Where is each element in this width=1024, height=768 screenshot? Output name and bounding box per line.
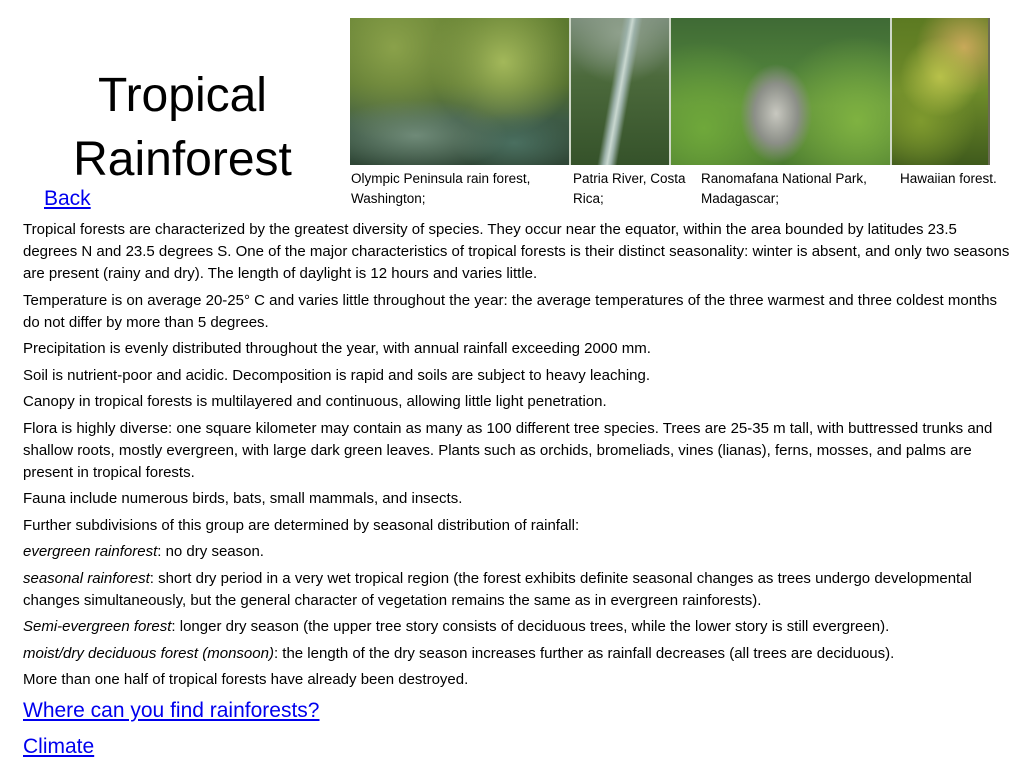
subtype-description: : short dry period in a very wet tropical region (the forest exhibits definite seasonal changes as trees undergo developmental changes simultaneously, but the general character of vegetation remains the same as in evergreen rainforests).: [23, 569, 972, 609]
paragraph-intro: Tropical forests are characterized by the greatest diversity of species. They occur near the equator, within the area bounded by latitudes 23.5 degrees N and 23.5 degrees S. One of the major characteristics of tropical forests is their distinct seasonality: winter is absent, and only two seasons are present (rainy and dry). The length of daylight is 12 hours and varies little.: [23, 221, 1010, 282]
back-link[interactable]: Back: [44, 187, 91, 210]
photo-strip: [350, 18, 990, 165]
paragraph-fauna: Fauna include numerous birds, bats, small mammals, and insects.: [23, 490, 463, 507]
subtype-term: seasonal rainforest: [23, 569, 150, 587]
subtype-seasonal: [23, 568, 1015, 612]
subtype-description: : longer dry season (the upper tree story consists of deciduous trees, while the lower story is still evergreen).: [171, 618, 890, 635]
photo-caption: Ranomafana National Park, Madagascar;: [701, 171, 867, 206]
paragraph-destroyed: More than one half of tropical forests have already been destroyed.: [23, 671, 469, 688]
paragraph-subdivisions: Further subdivisions of this group are determined by seasonal distribution of rainfall:: [23, 516, 580, 534]
photo-ranomafana: [669, 18, 890, 165]
photo-hawaiian-forest: [890, 18, 988, 165]
photo-caption: Hawaiian forest.: [900, 171, 997, 186]
photo-caption: Olympic Peninsula rain forest, Washington;: [351, 171, 531, 206]
photo-patria-river: [569, 18, 669, 165]
subtype-description: : the length of the dry season increases further as rainfall decreases (all trees are deciduous).: [273, 644, 895, 662]
subtype-semi-evergreen: [23, 616, 1015, 638]
photo-olympic-peninsula: [350, 18, 569, 165]
subtype-term: moist/dry deciduous forest (monsoon): [23, 644, 274, 662]
subtype-description: : no dry season.: [157, 543, 264, 560]
article-body: [23, 219, 1015, 762]
paragraph-precipitation: Precipitation is evenly distributed throughout the year, with annual rainfall exceeding 2000 mm.: [23, 340, 651, 357]
subtype-evergreen: [23, 541, 1015, 563]
title-line-1: Tropical: [98, 69, 267, 123]
paragraph-flora: Flora is highly diverse: one square kilometer may contain as many as 100 different tree species. Trees are 25-35 m tall, with buttressed trunks and shallow roots, mostly evergreen, with large dark green leaves. Plants such as orchids, bromeliads, vines (lianas), ferns, mosses, and palms are present in tropical forests.: [23, 419, 993, 481]
title-line-2: Rainforest: [73, 133, 292, 187]
photo-captions: [0, 169, 1024, 209]
subtype-term: Semi-evergreen forest: [23, 618, 172, 635]
paragraph-temperature: Temperature is on average 20-25° C and varies little throughout the year: the average temperatures of the three warmest and three coldest months do not differ by more than 5 degrees.: [23, 291, 998, 331]
subtype-moist-dry: [23, 643, 1015, 665]
climate-link[interactable]: Climate: [23, 734, 95, 758]
where-rainforests-link[interactable]: Where can you find rainforests?: [23, 698, 320, 722]
photo-caption: Patria River, Costa Rica;: [573, 171, 686, 206]
paragraph-soil: Soil is nutrient-poor and acidic. Decomposition is rapid and soils are subject to heavy leaching.: [23, 366, 651, 384]
paragraph-canopy: Canopy in tropical forests is multilayered and continuous, allowing little light penetration.: [23, 393, 607, 410]
subtype-term: evergreen rainforest: [23, 543, 158, 560]
